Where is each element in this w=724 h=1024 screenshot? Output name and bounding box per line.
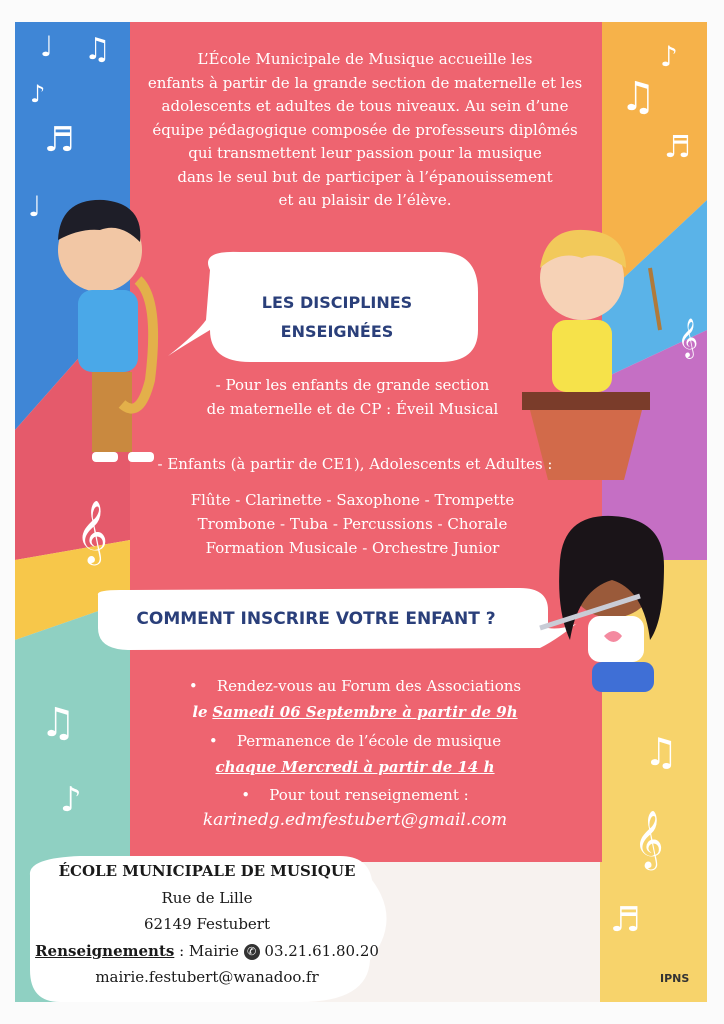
intro-line: dans le seul but de participer à l’épanouissement [177, 167, 553, 186]
music-note-icon: ♬ [610, 900, 641, 940]
phone-icon: ✆ [244, 944, 260, 960]
permanence-when: chaque Mercredi à partir de 14 h [215, 758, 495, 776]
contact-email-link[interactable]: mairie.festubert@wanadoo.fr [95, 968, 319, 986]
music-note-icon: ♪ [60, 780, 82, 820]
intro-line: enfants à partir de la grande section de maternelle et les [147, 73, 583, 92]
intro-paragraph [100, 48, 630, 213]
music-note-icon: ♩ [28, 190, 42, 223]
music-note-icon: ♬ [664, 130, 691, 165]
bullet: • [241, 786, 251, 804]
music-note-icon: ♫ [644, 730, 679, 774]
forum-date: Samedi 06 Septembre à partir de 9h [212, 703, 518, 721]
disciplines-kids [160, 373, 545, 421]
contact-label: Renseignements [35, 941, 175, 960]
register-item-permanence [160, 728, 550, 780]
contact-phone[interactable]: 03.21.61.80.20 [264, 941, 379, 960]
bullet: • [188, 677, 198, 695]
intro-line: L’École Municipale de Musique accueille les [197, 50, 533, 68]
register-heading: COMMENT INSCRIRE VOTRE ENFANT ? [136, 609, 496, 629]
music-note-icon: ♫ [620, 74, 656, 120]
kids-line-2: de maternelle et de CP : Éveil Musical [206, 400, 499, 418]
kids-line-1: - Pour les enfants de grande section [215, 376, 490, 394]
disciplines-list [160, 488, 545, 560]
music-note-icon: ♪ [660, 40, 678, 73]
contact-city: 62149 Festubert [143, 915, 270, 933]
music-note-icon: ♫ [40, 700, 76, 746]
music-note-icon: ♬ [44, 120, 75, 160]
discipline-row: Trombone - Tuba - Percussions - Chorale [197, 515, 508, 533]
contact-title: ÉCOLE MUNICIPALE DE MUSIQUE [58, 862, 356, 880]
intro-line: adolescents et adultes de tous niveaux. Au sein d’une [161, 97, 569, 115]
bullet: • [208, 732, 218, 750]
intro-line: et au plaisir de l’élève. [278, 191, 452, 209]
register-item-info [160, 782, 550, 808]
forum-prefix: le [192, 703, 208, 721]
discipline-row: Flûte - Clarinette - Saxophone - Trompette [190, 491, 515, 509]
music-note-icon: ♩ [40, 30, 54, 63]
contact-block [22, 858, 392, 991]
disciplines-heading-line2: ENSEIGNÉES [280, 322, 394, 341]
disciplines-heading [212, 288, 462, 346]
treble-clef-icon: 𝄞 [634, 810, 664, 868]
music-note-icon: ♫ [84, 32, 111, 67]
intro-line: qui transmettent leur passion pour la musique [188, 144, 542, 162]
forum-text: Rendez-vous au Forum des Associations [216, 677, 522, 695]
discipline-row: Formation Musicale - Orchestre Junior [205, 539, 500, 557]
disciplines-heading-line1: LES DISCIPLINES [261, 293, 413, 312]
music-note-icon: ♪ [30, 80, 46, 108]
disciplines-all-ages: - Enfants (à partir de CE1), Adolescents et Adultes : [157, 455, 553, 473]
contact-street: Rue de Lille [161, 888, 253, 907]
ipns-label: IPNS [660, 972, 690, 985]
school-email-link[interactable]: karinedg.edmfestubert@gmail.com [202, 810, 508, 830]
treble-clef-icon: 𝄞 [678, 318, 699, 358]
treble-clef-icon: 𝄞 [76, 500, 108, 563]
intro-line: équipe pédagogique composée de professeurs diplômés [152, 120, 578, 139]
info-text: Pour tout renseignement : [269, 786, 469, 804]
contact-sep: : Mairie [174, 941, 244, 960]
register-item-forum [160, 673, 550, 725]
permanence-text: Permanence de l’école de musique [236, 732, 502, 750]
